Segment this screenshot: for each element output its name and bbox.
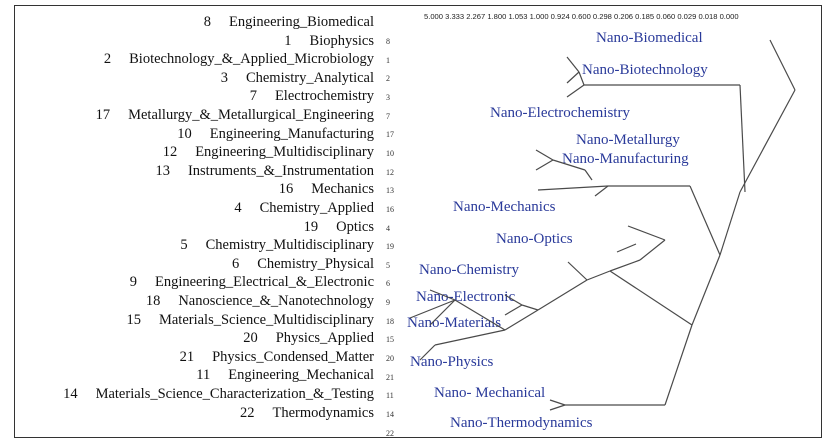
discipline-number: 2 (103, 51, 112, 68)
dendrogram-branch (617, 244, 636, 252)
discipline-number: 20 (243, 330, 258, 347)
discipline-number: 6 (231, 255, 240, 272)
discipline-number: 21 (179, 348, 195, 365)
leaf-index: 6 (386, 279, 390, 289)
discipline-name: Materials_Science_Multidisciplinary (158, 311, 374, 328)
leaf-index: 17 (386, 130, 394, 140)
discipline-number: 4 (234, 200, 242, 216)
discipline-number: 16 (278, 181, 294, 198)
cluster-label: Nano-Biomedical (596, 30, 703, 46)
discipline-number: 7 (249, 88, 257, 105)
leaf-index: 8 (386, 37, 390, 46)
cluster-label: Nano-Electronic (416, 289, 516, 305)
dendrogram-branch (770, 40, 795, 90)
leaf-index: 15 (386, 335, 394, 345)
dendrogram-branch (505, 295, 522, 305)
cluster-label: Nano-Thermodynamics (450, 415, 593, 431)
distance-scale: 5.000 3.333 2.267 1.800 1.053 1.000 0.924 0.600 0.298 0.206 0.185 0.060 0.029 0.018 0.000 (424, 12, 739, 21)
discipline-name: Metallurgy_&_Metallurgical_Engineering (128, 107, 374, 123)
dendrogram-branch (420, 345, 435, 360)
discipline-name: Nanoscience_&_Nanotechnology (178, 293, 374, 309)
dendrogram-branch (553, 160, 585, 170)
leaf-index: 18 (386, 316, 394, 326)
leaf-index: 3 (386, 92, 390, 102)
dendrogram-branch (410, 300, 455, 318)
cluster-label: Nano-Mechanics (453, 199, 556, 215)
discipline-number: 9 (129, 274, 137, 291)
leaf-index: 4 (386, 223, 390, 233)
cluster-label: Nano-Metallurgy (576, 132, 680, 148)
discipline-number: 3 (220, 69, 228, 86)
discipline-number: 22 (240, 404, 255, 421)
dendrogram-branch (595, 186, 608, 196)
dendrogram-branch (567, 57, 579, 72)
dendrogram-branch (568, 262, 587, 280)
leaf-index: 7 (386, 111, 390, 121)
discipline-name: Chemistry_Analytical (245, 69, 374, 86)
cluster-label: Nano-Physics (410, 354, 494, 370)
dendrogram-branch (640, 240, 665, 260)
dendrogram-branch (538, 280, 587, 310)
discipline-number: 17 (95, 107, 111, 123)
discipline-name: Engineering_Manufacturing (209, 125, 374, 142)
dendrogram-branch (610, 271, 692, 325)
dendrogram-branch (536, 150, 553, 160)
discipline-number: 1 (284, 32, 292, 49)
cluster-label: Nano-Chemistry (419, 262, 519, 278)
discipline-number: 12 (162, 144, 178, 161)
discipline-number: 18 (145, 293, 161, 309)
cluster-label: Nano- Mechanical (434, 385, 546, 401)
discipline-name: Engineering_Biomedical (229, 14, 374, 30)
discipline-name: Mechanics (311, 181, 374, 198)
discipline-name: Physics_Applied (275, 330, 374, 347)
discipline-name: Chemistry_Physical (257, 255, 374, 272)
dendrogram-branch (585, 170, 592, 180)
discipline-number: 10 (177, 125, 192, 142)
dendrogram-branch (587, 271, 610, 280)
cluster-label: Nano-Manufacturing (562, 151, 689, 167)
cluster-label: Nano-Biotechnology (582, 62, 708, 78)
discipline-number: 8 (203, 14, 212, 30)
cluster-label: Nano-Materials (407, 315, 502, 331)
cluster-label: Nano-Optics (496, 231, 573, 247)
dendrogram-branch (740, 85, 745, 192)
discipline-name: Engineering_Mechanical (228, 367, 374, 384)
discipline-name: Physics_Condensed_Matter (212, 348, 374, 365)
dendrogram-branch (455, 300, 505, 330)
discipline-number: 14 (63, 386, 78, 402)
dendrogram-branch (505, 305, 522, 315)
leaf-index: 14 (386, 410, 394, 419)
discipline-name: Biophysics (309, 32, 374, 49)
discipline-name: Engineering_Multidisciplinary (195, 144, 374, 161)
dendrogram-branch (628, 226, 665, 240)
dendrogram-branch (522, 305, 538, 310)
discipline-name: Chemistry_Applied (259, 200, 374, 216)
dendrogram-branch (505, 310, 538, 330)
dendrogram-branch (550, 405, 565, 410)
leaf-index: 2 (386, 74, 390, 84)
dendrogram-branch (430, 300, 455, 325)
discipline-number: 15 (126, 311, 141, 328)
discipline-number: 19 (303, 218, 319, 235)
dendrogram-branch (610, 260, 640, 271)
dendrogram-branch (720, 192, 740, 255)
dendrogram-branch (692, 255, 720, 325)
leaf-index: 9 (386, 298, 390, 308)
discipline-name: Instruments_&_Instrumentation (187, 162, 374, 179)
leaf-index: 16 (386, 204, 394, 214)
dendrogram-branch (579, 72, 584, 85)
discipline-name: Materials_Science_Characterization_&_Testing (95, 386, 374, 402)
dendrogram-branch (690, 186, 720, 255)
cluster-label: Nano-Electrochemistry (490, 105, 630, 121)
discipline-name: Electrochemistry (274, 88, 374, 105)
dendrogram-branch (665, 325, 692, 405)
discipline-name: Chemistry_Multidisciplinary (205, 237, 374, 254)
leaf-index: 10 (386, 148, 394, 158)
leaf-index: 13 (386, 186, 394, 196)
dendrogram-branch (430, 290, 455, 300)
leaf-index: 21 (386, 372, 394, 382)
leaf-index: 11 (386, 391, 394, 401)
leaf-index: 12 (386, 167, 394, 177)
discipline-name: Engineering_Electrical_&_Electronic (154, 274, 374, 291)
leaf-index: 20 (386, 354, 394, 364)
dendrogram-branch (567, 72, 579, 83)
discipline-number: 13 (155, 162, 170, 179)
discipline-number: 5 (180, 237, 188, 254)
dendrogram-branch (536, 160, 553, 170)
discipline-name: Optics (336, 218, 374, 235)
discipline-number: 11 (196, 367, 211, 384)
dendrogram-branch (740, 90, 795, 192)
leaf-index: 1 (386, 55, 390, 65)
leaf-index: 5 (386, 260, 390, 270)
discipline-name: Thermodynamics (272, 404, 374, 421)
dendrogram-branch (435, 330, 505, 345)
discipline-name: Biotechnology_&_Applied_Microbiology (129, 51, 374, 68)
dendrogram-branch (567, 85, 584, 97)
dendrogram-branch (538, 186, 608, 190)
leaf-index: 22 (386, 428, 394, 438)
leaf-index: 19 (386, 242, 394, 252)
dendrogram-branch (550, 400, 565, 405)
